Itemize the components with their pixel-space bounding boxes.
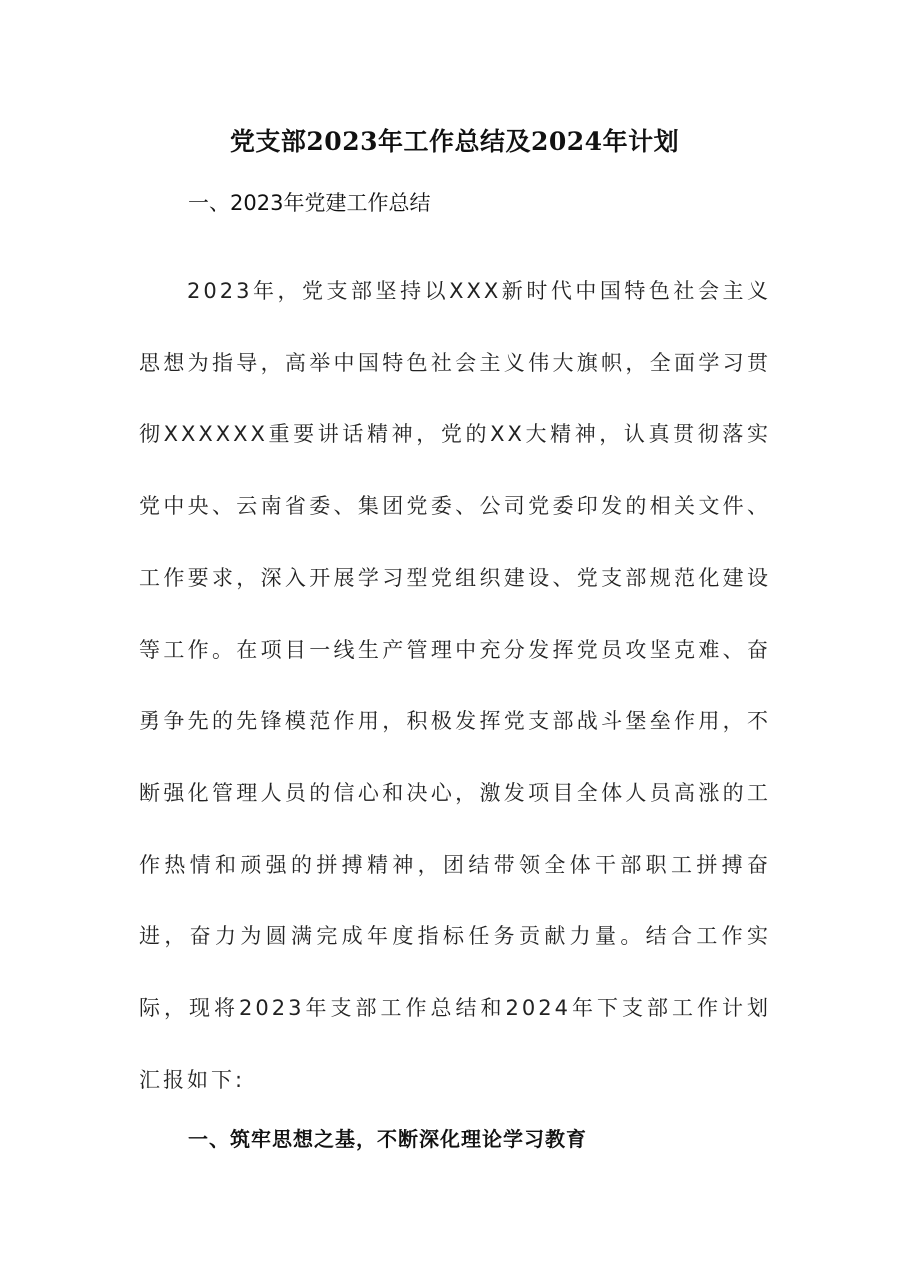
- section-heading: 一、2023年党建工作总结: [188, 191, 431, 215]
- document-title: 党支部2023年工作总结及2024年计划: [229, 127, 680, 156]
- body-paragraph: 2023年，党支部坚持以XXX新时代中国特色社会主义思想为指导，高举中国特色社会主义伟大旗帜，全面学习贯彻XXXXXX重要讲话精神，党的XX大精神，认真贯彻落实党中央、云南省委、集团党委、公司党委印发的相关文件、工作要求，深入开展学习型党组织建设、党支部规范化建设等工作。在项目一线生产管理中充分发挥党员攻坚克难、奋勇争先的先锋模范作用，积极发挥党支部战斗堡垒作用，不断强化管理人员的信心和决心，激发项目全体人员高涨的工作热情和顽强的拼搏精神，团结带领全体干部职工拼搏奋进，奋力为圆满完成年度指标任务贡献力量。结合工作实际，现将2023年支部工作总结和2024年下支部工作计划汇报如下:: [139, 279, 771, 1092]
- subsection-heading: 一、筑牢思想之基，不断深化理论学习教育: [188, 1127, 587, 1151]
